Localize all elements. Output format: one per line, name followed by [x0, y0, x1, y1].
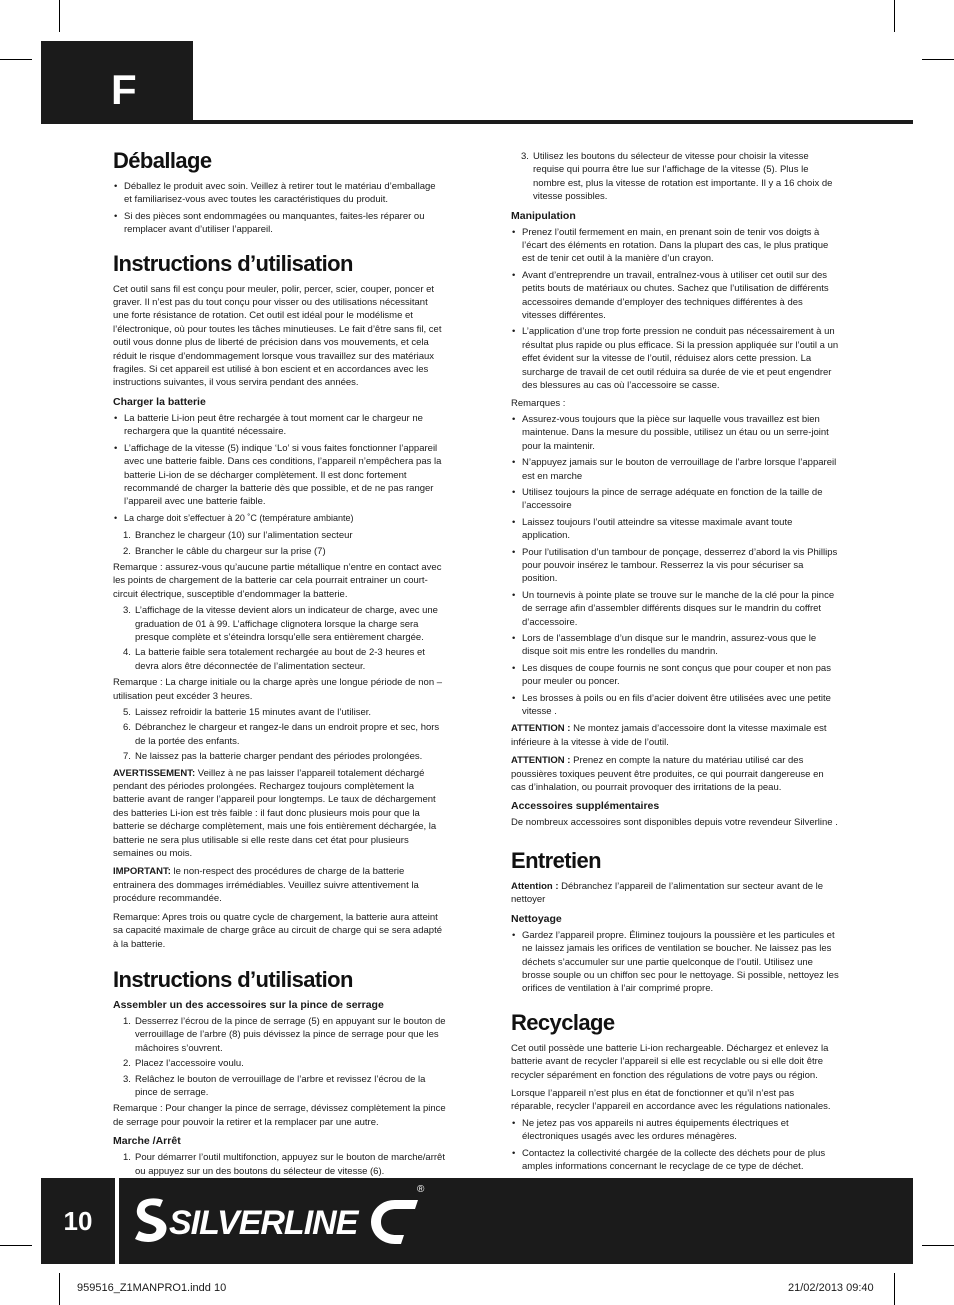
charge-steps-a: [113, 529, 446, 558]
recyclage-paragraph: Cet outil possède une batterie Li-ion rechargeable. Déchargez et enlevez la batterie avant de recycler l’appareil si elle est recyclable ou si elle doit être recycler séparément en fonction des régulations de votre pays ou région.: [511, 1042, 829, 1081]
intro-paragraph: Cet outil sans fil est conçu pour meuler, polir, percer, scier, couper, poncer et graver. Il n’est pas du tout conçu pour visser ou des utilisations nécessitant une forte résistance de rotation. Cet outil est idéal pour le modélisme et l’électronique, où pour toutes les tâches minutieuses. Le fait d’être sans fil, cet outil vous donne plus de liberté de précision dans vos mouvements, et cela réduit le risque d’endommagement lorsque vous travaillez sur des matériaux fragiles. Si cet appareil est utilisé à bon escient et en accordances avec les instructions suivantes, il vous servira pendant des années.: [113, 283, 442, 389]
list-item: • L’affichage de la vitesse (5) indique ‘Lo’ si vous faites fonctionner l’appareil avec une batterie faible. Dans ces conditions, l’appareil n’empêchera pas la batterie Li-ion de se décharger complètement. Il est donc fortement recommandé de charger la batterie dès que possible, et de ne pas ranger l’appareil avec une batterie faible.: [113, 442, 446, 509]
step-item: 1. Pour démarrer l’outil multifonction, appuyez sur le bouton de marche/arrêt ou appuyez sur un des boutons du sélecteur de vitesse (6).: [123, 1152, 445, 1177]
list-item: • La batterie Li-ion peut être rechargée à tout moment car le chargeur ne rechargera que la quantité nécessaire.: [113, 412, 446, 439]
crop-mark: [0, 59, 32, 60]
attention-paragraph: Attention : Débranchez l’appareil de l’alimentation sur secteur avant de le nettoyer: [511, 880, 824, 906]
step-item: 2. Placez l’accessoire voulu.: [123, 1058, 244, 1070]
charge-list: [113, 412, 446, 525]
left-column: [113, 148, 446, 1196]
section-title-deballage: Déballage: [113, 148, 212, 173]
step-item: 1. Branchez le chargeur (10) sur l’alimentation secteur: [123, 530, 353, 542]
list-item: • Lors de l’assemblage d’un disque sur le mandrin, assurez-vous que le disque soit mis entre les rondelles du mandrin.: [511, 632, 839, 659]
recyclage-paragraph: Lorsque l’appareil n’est plus en état de fonctionner et qu’il n’est pas réparable, recycler l’appareil en accordance avec les régulations nationales.: [511, 1087, 831, 1113]
heading-charger-batterie: Charger la batterie: [113, 395, 206, 408]
right-column: [511, 150, 839, 1177]
list-item: • Ne jetez pas vos appareils ni autres équipements électriques et électroniques usagés avec les ordures ménagères.: [511, 1117, 839, 1144]
section-title-instructions: Instructions d’utilisation: [113, 250, 353, 276]
list-item: • Avant d’entreprendre un travail, entraînez-vous à utiliser cet outil sur des petits bouts de matériaux ou chutes. Sachez que l’utilisation de différents accessoires demande d’employer des techniques différentes à des vitesses différentes.: [511, 269, 839, 323]
list-item: • Un tournevis à pointe plate se trouve sur le manche de la clé pour la pince de serrage afin d’assembler différents disques sur le mandrin du coffret d’accessoire.: [511, 589, 839, 629]
footer-bar: [41, 1178, 913, 1264]
speed-step: [511, 150, 839, 204]
list-item: • Pour l’utilisation d’un tambour de ponçage, desserrez d’abord la vis Phillips pour pouvoir insérez le tambour. Resserrez la vis pour sécuriser sa position.: [511, 546, 839, 586]
step-item: 7. Ne laissez pas la batterie charger pendant des périodes prolongées.: [123, 751, 423, 763]
crop-mark: [922, 59, 954, 60]
language-tab: [41, 41, 193, 122]
list-item: • Si des pièces sont endommagées ou manquantes, faites-les réparer ou remplacer avant d’utiliser l’appareil.: [113, 210, 446, 237]
crop-mark: [59, 1273, 60, 1305]
assemble-steps: [113, 1015, 446, 1099]
heading-accessoires: Accessoires supplémentaires: [511, 800, 660, 813]
crop-mark: [0, 1245, 32, 1246]
heading-manipulation: Manipulation: [511, 209, 576, 222]
heading-nettoyage: Nettoyage: [511, 912, 562, 925]
crop-mark: [894, 1273, 895, 1305]
deballage-list: [113, 180, 446, 237]
list-item: • Les brosses à poils ou en fils d’acier doivent être utilisées avec une petite vitesse .: [511, 692, 839, 719]
remark-text: Remarque : assurez-vous qu’aucune partie métallique n’entre en contact avec les points de chargement de la batterie car cela pourrait entrainer un court-circuit électrique, susceptible d’endommager la batterie.: [113, 561, 442, 600]
nettoyage-list: [511, 929, 839, 996]
list-item: • Déballez le produit avec soin. Veillez à retirer tout le matériau d’emballage et familiarisez-vous avec toutes les caractéristiques du produit.: [113, 180, 446, 207]
accessoires-text: De nombreux accessoires sont disponibles depuis votre revendeur Silverline .: [511, 817, 838, 829]
list-item: • L’application d’une trop forte pression ne conduit pas nécessairement à un résultat plus rapide ou plus efficace. Si la pression appliquée sur l’outil a un effet évident sur la vitesse de l’outil, réduisez alors cette pression. La surcharge de travail de cet outil réduira sa durée de vie et peut engendrer des blessures au cas où l’accessoire se casse.: [511, 325, 839, 392]
heading-marche-arret: Marche /Arrêt: [113, 1135, 181, 1148]
crop-mark: [922, 1245, 954, 1246]
attention-paragraph: ATTENTION : Prenez en compte la nature du matériau utilisé car des poussières toxiques peuvent être produites, ce qui pourrait dangereuse en cas d’inhalation, ou pourrait provoquer des irritations de la peau.: [511, 755, 824, 794]
crop-mark: [894, 0, 895, 32]
step-item: 2. Brancher le câble du chargeur sur la prise (7): [123, 545, 326, 557]
list-item: • La charge doit s’effectuer à 20 ˚C (température ambiante): [113, 512, 446, 525]
warning-paragraph: AVERTISSEMENT: Veillez à ne pas laisser l’appareil totalement déchargé pendant des périodes prolongées. Rechargez toujours complètement la batterie avant de ranger l’appareil pour longtemps. Le taux de déchargement des batteries Li-ion est très faible : il faut donc plusieurs mois pour que la batterie se décharge complètement, mais une fois entièrement déchargée, la batterie ne sera plus utilisable si elle reste dans cet état pour plusieurs semaines ou mois.: [113, 767, 437, 860]
header-rule: [41, 120, 913, 124]
step-item: 6. Débranchez le chargeur et rangez-le dans un endroit propre et sec, hors de la portée des enfants.: [123, 722, 440, 747]
list-item: • Les disques de coupe fournis ne sont conçus que pour couper et non pas pour meuler ou poncer.: [511, 662, 839, 689]
section-title-instructions-2: Instructions d’utilisation: [113, 966, 353, 992]
remark-text: Remarque : La charge initiale ou la charge après une longue période de non –utilisation peut excéder 3 heures.: [113, 677, 443, 702]
step-item: 3. Relâchez le bouton de verrouillage de l’arbre et revissez l’écrou de la pince de serrage.: [123, 1073, 426, 1098]
recyclage-list: [511, 1117, 839, 1174]
list-item: • N’appuyez jamais sur le bouton de verrouillage de l’arbre lorsque l’appareil est en marche: [511, 456, 839, 483]
remark-text: Remarque : Pour changer la pince de serrage, dévissez complètement la pince de serrage pour pouvoir la retirer et la remplacer par une autre.: [113, 1103, 446, 1128]
page-number: 10: [63, 1206, 93, 1236]
step-item: 3. Utilisez les boutons du sélecteur de vitesse pour choisir la vitesse requise qui pourra être lue sur l’affichage de la vitesse (5). Plus le nombre est, plus la vitesse de rotation est importante. Il y a 16 choix de vitesse possibles.: [521, 151, 833, 203]
list-item: • Contactez la collectivité chargée de la collecte des déchets pour de plus amples informations concernant le recyclage de ce type de déchet.: [511, 1147, 839, 1174]
charge-steps-b: [113, 604, 446, 673]
section-title-recyclage: Recyclage: [511, 1009, 615, 1035]
section-title-entretien: Entretien: [511, 847, 601, 873]
remarques-list: [511, 413, 839, 719]
attention-paragraph: ATTENTION : Ne montez jamais d’accessoire dont la vitesse maximale est inférieure à la vitesse à vide de l’outil.: [511, 723, 827, 748]
silverline-logo-icon: [133, 1194, 433, 1248]
remarques-label: Remarques :: [511, 397, 566, 409]
print-date: 21/02/2013 09:40: [788, 1282, 874, 1294]
manipulation-list: [511, 226, 839, 393]
list-item: • Utilisez toujours la pince de serrage adéquate en fonction de la taille de l’accessoire: [511, 486, 839, 513]
list-item: • Gardez l’appareil propre. Éliminez toujours la poussière et les particules et ne laissez jamais les orifices de ventilation se boucher. Ne laissez pas les déchets s’accumuler sur une partie quelconque de l’outil. Utilisez une brosse souple ou un chiffon sec pour le nettoyage. Si possible, nettoyez les orifices de ventilation à l’air comprimé propre.: [511, 929, 839, 996]
list-item: • Prenez l’outil fermement en main, en prenant soin de tenir vos doigts à l’écart des éléments en rotation. Dans la plupart des cas, le plus pratique est de tenir cet outil à la manière d’un crayon.: [511, 226, 839, 266]
svg-text:SILVERLINE: SILVERLINE: [169, 1204, 358, 1242]
heading-assembler: Assembler un des accessoires sur la pince de serrage: [113, 998, 384, 1011]
registered-mark: ®: [417, 1184, 425, 1195]
step-item: 5. Laissez refroidir la batterie 15 minutes avant de l’utiliser.: [123, 707, 372, 718]
step-item: 3. L’affichage de la vitesse devient alors un indicateur de charge, avec une graduation de 01 à 99. L’affichage clignotera lorsque la charge sera presque complète et s’éteindra lorsqu’elle sera entièrement chargée.: [123, 605, 438, 643]
crop-mark: [59, 0, 60, 32]
step-item: 1. Desserrez l’écrou de la pince de serrage (5) en appuyant sur le bouton de verrouillage de l’arbre (8) puis dévissez la pince de serrage pour que les mâchoires s’ouvrent.: [123, 1015, 446, 1054]
remark-text: Remarque: Apres trois ou quatre cycle de chargement, la batterie aura atteint sa capacité maximale de charge grâce au circuit de charge qui se sera adapté à la batterie.: [113, 911, 442, 950]
important-paragraph: IMPORTANT: le non-respect des procédures de charge de la batterie entrainera des dommages irrémédiables. Veuillez suivre attentivement la procédure recommandée.: [113, 866, 419, 905]
list-item: • Laissez toujours l’outil atteindre sa vitesse maximale avant toute application.: [511, 516, 839, 543]
step-item: 4. La batterie faible sera totalement rechargée au bout de 2-3 heures et devra alors être déconnectée de l’alimentation secteur.: [123, 647, 425, 672]
list-item: • Assurez-vous toujours que la pièce sur laquelle vous travaillez est bien maintenue. Dans la mesure du possible, utilisez un étau ou un serre-joint pour la maintenir.: [511, 413, 839, 453]
footer-divider: [115, 1178, 119, 1264]
charge-steps-c: [113, 706, 446, 764]
language-letter: F: [111, 66, 137, 113]
file-name: 959516_Z1MANPRO1.indd 10: [77, 1282, 227, 1294]
